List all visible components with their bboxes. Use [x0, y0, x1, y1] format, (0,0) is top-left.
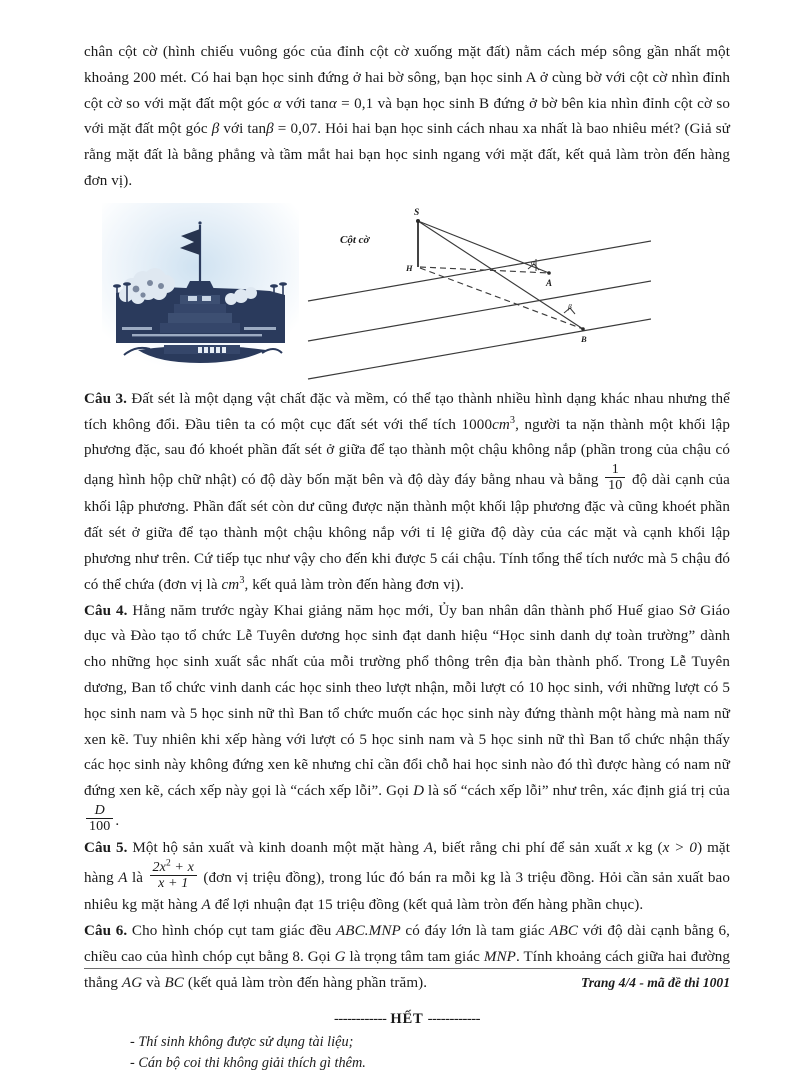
question-cau-5 — [84, 836, 730, 919]
cau-6-text-6: và — [142, 974, 165, 991]
symbol-alpha: α — [273, 95, 282, 112]
label-apex-s: S — [414, 207, 420, 218]
cau-4-text-3: . — [115, 812, 120, 829]
cau-5-var-a-1: A — [423, 840, 434, 857]
cau-3-frac-numerator: 1 — [611, 460, 619, 477]
cau-3-unit2-exponent: 3 — [239, 574, 245, 586]
het-dash-right: ------------ — [427, 1010, 480, 1027]
cau-5-text-6: (đơn vị triệu đồng), trong lúc đó bán ra mỗi kg là 3 triệu đồng. Hỏi cần sản xuất bao nhiêu kg mặt hàng — [84, 870, 730, 914]
cau-6-text-2: có đáy lớn là tam giác — [400, 923, 550, 940]
label-pole-cot-co: Cột cờ — [340, 233, 370, 246]
cau-3-text-3: độ dài cạnh của khối lập phương. Phần đất sét còn dư cũng được nặn thành một khối lập phương đặc và cũng khoét phần đất sét ở giữa để tạo thành một chậu không nắp với tỉ lệ giữa độ dày của các mặt và cạnh khối lập phương như trên. Cứ tiếp tục như vậy cho đến khi được 5 cái chậu. Tính tổng thể tích nước mà 5 chậu đó có thể chứa (đơn vị là — [84, 472, 730, 593]
cont-text-5: Hỏi hai bạn học sinh cách nhau xa nhất là bao nhiêu mét? (Giả sử rằng mặt đất là bằng phẳng và tầm mắt hai bạn học sinh ngang với mặt đất, kết quả làm tròn đến hàng đơn vị). — [84, 121, 730, 189]
het-dash-left: ------------ — [333, 1010, 387, 1027]
cau-3-volume-unit: cm — [492, 416, 510, 433]
cau-4-var-d: D — [413, 783, 425, 800]
cau-5-text-2: , biết rằng chi phí để sản xuất — [433, 840, 626, 857]
cau-5-condition: x > 0 — [662, 840, 698, 857]
cau-5-frac-numerator — [150, 856, 197, 875]
cau-5-num-exponent: 2 — [165, 856, 171, 868]
cau-6-label: Câu 6. — [84, 923, 128, 940]
alpha-value: = 0,1 — [336, 95, 374, 112]
cau-5-fraction — [150, 856, 197, 891]
question-cau-4 — [84, 599, 730, 837]
exam-note-2: - Cán bộ coi thi không giải thích gì thêm. — [130, 1054, 366, 1071]
cau-4-label: Câu 4. — [84, 602, 128, 619]
figure-block — [84, 201, 730, 383]
footer-divider — [84, 968, 730, 969]
label-point-b: B — [581, 333, 587, 344]
cau-3-unit2-label: cm — [221, 576, 240, 593]
cau-6-triangle-mnp: MNP — [483, 949, 516, 966]
cau-3-label: Câu 3. — [84, 390, 128, 407]
cau-5-var-x: x — [625, 840, 633, 857]
cau-3-frac-denominator: 10 — [605, 477, 625, 493]
question-cau-3 — [84, 387, 730, 599]
cau-6-triangle-abc: ABC — [549, 923, 579, 940]
tan-alpha-expression — [310, 96, 373, 112]
cau-4-frac-denominator: 100 — [86, 818, 113, 834]
tan-beta-expression — [247, 121, 321, 137]
cau-5-text-3: kg ( — [632, 840, 663, 857]
cont-text-3: và bạn học sinh B đứng ở bờ bên kia nhìn đỉnh cột cờ so với mặt đất một góc — [84, 95, 730, 138]
cau-3-text-4: , kết quả làm tròn đến hàng đơn vị). — [244, 576, 465, 593]
cau-3-fraction — [605, 462, 625, 493]
cau-4-text-2: là số “cách xếp lỗi” như trên, xác định giá trị của — [424, 783, 730, 800]
cau-5-text-4: ) mặt hàng — [84, 840, 730, 887]
end-of-exam-marker — [84, 1011, 730, 1028]
cau-6-var-g: G — [334, 949, 346, 966]
geometry-diagram — [306, 201, 651, 381]
cau-4-frac-numerator: D — [94, 801, 105, 818]
cau-6-line-bc: BC — [164, 974, 184, 991]
continued-paragraph — [84, 40, 730, 195]
cau-3-volume-exponent: 3 — [509, 414, 516, 426]
cau-3-volume — [461, 414, 516, 433]
cont-text-2: với — [281, 95, 311, 112]
cau-6-text-7: (kết quả làm tròn đến hàng phần trăm). — [183, 974, 428, 991]
cau-4-fraction — [86, 803, 113, 834]
cau-5-frac-denominator: x + 1 — [150, 875, 197, 891]
exam-notes — [84, 1032, 730, 1074]
cau-6-text-5: . Tính khoảng cách giữa hai đường thẳng — [84, 949, 730, 991]
cau-5-label: Câu 5. — [84, 840, 128, 857]
cont-text-4: với — [219, 121, 248, 138]
beta-arg: β — [266, 121, 274, 138]
cau-5-num-term-1: 2x — [152, 858, 166, 875]
cau-6-solid: ABC.MNP — [335, 923, 401, 940]
cau-5-num-term-2: + x — [170, 858, 194, 875]
cont-text-1: chân cột cờ (hình chiếu vuông góc của đỉnh cột cờ xuống mặt đất) nằm cách mép sông gần nhất một khoảng 200 mét. Có hai bạn học sinh đứng ở hai bờ sông, bạn học sinh A ở cùng bờ với cột cờ nhìn đỉnh cột cờ so với mặt đất một góc — [84, 44, 730, 112]
cau-4-text-1: Hằng năm trước ngày Khai giảng năm học mới, Ủy ban nhân dân thành phố Huế giao Sở Giáo dục và Đào tạo tổ chức Lễ Tuyên dương học sinh đạt danh hiệu “Học sinh danh dự toàn trường” dành cho những học sinh xuất sắc nhất của mỗi trường phổ thông trên địa bàn thành phố. Trong Lễ Tuyên dương, Ban tổ chức vinh danh các học sinh theo lượt nhận, mỗi lượt có 10 học sinh, với những lượt có 5 học sinh nam và 5 học sinh nữ thì Ban tổ chức muốn các học sinh này đứng thành một hàng mà nam nữ xen kẽ. Tuy nhiên khi xếp hàng với lượt có 5 học sinh nam và 5 học sinh nữ thì Ban tổ chức nhận thấy các học sinh này không đứng xen kẽ nhưng chỉ cần đổi chỗ hai học sinh nào đó thì được hàng có nam nữ đứng xen kẽ, cách xếp này gọi là “cách xếp lỗi”. Gọi — [84, 602, 730, 800]
cau-3-text-1: Đất sét là một dạng vật chất đặc và mềm, có thể tạo thành nhiều hình dạng khác nhau nhưng thể tích không đổi. Đầu tiên ta có một cục đất sét với thể tích — [84, 390, 730, 433]
cau-5-var-a-3: A — [201, 897, 211, 914]
label-angle-alpha: α — [531, 257, 535, 267]
cau-5-var-a-2: A — [118, 870, 128, 887]
cau-3-volume-number: 1000 — [461, 416, 493, 433]
alpha-arg: α — [328, 95, 337, 112]
flag-tower-photo — [102, 203, 299, 371]
cau-6-line-ag: AG — [121, 974, 143, 991]
cau-6-text-4: là trọng tâm tam giác — [345, 949, 484, 966]
cau-5-text-1: Một hộ sản xuất và kinh doanh một mặt hàng — [127, 840, 424, 857]
label-base-h: H — [406, 262, 413, 273]
page-footer: Trang 4/4 - mã đề thi 1001 — [580, 975, 730, 990]
cau-5-text-7: để lợi nhuận đạt 15 triệu đồng (kết quả làm tròn đến hàng phần chục). — [210, 897, 644, 914]
exam-note-1: - Thí sinh không được sử dụng tài liệu; — [130, 1033, 354, 1050]
cau-3-unit2 — [221, 574, 245, 593]
cau-5-text-5: là — [127, 870, 148, 887]
het-word: HẾT — [390, 1010, 424, 1027]
tan-label-alpha: tan — [310, 95, 329, 112]
label-point-a: A — [546, 277, 553, 288]
beta-value: = 0,07. — [273, 121, 322, 138]
cau-6-text-1: Cho hình chóp cụt tam giác đều — [127, 923, 336, 940]
symbol-beta: β — [211, 121, 220, 138]
label-angle-beta: β — [568, 301, 572, 311]
cau-3-text-2: , người ta nặn thành một khối lập phương đặc, sau đó khoét phần đất sét ở giữa để tạo thành một chậu không nắp (phần trong của chậu có dạng hình hộp chữ nhật) có độ dày bốn mặt bên và độ dày đáy bằng nhau và bằng — [84, 416, 730, 489]
tan-label-beta: tan — [247, 121, 267, 138]
cau-6-text-3: với độ dài cạnh bằng 6, chiều cao của hình chóp cụt bằng 8. Gọi — [84, 923, 730, 966]
